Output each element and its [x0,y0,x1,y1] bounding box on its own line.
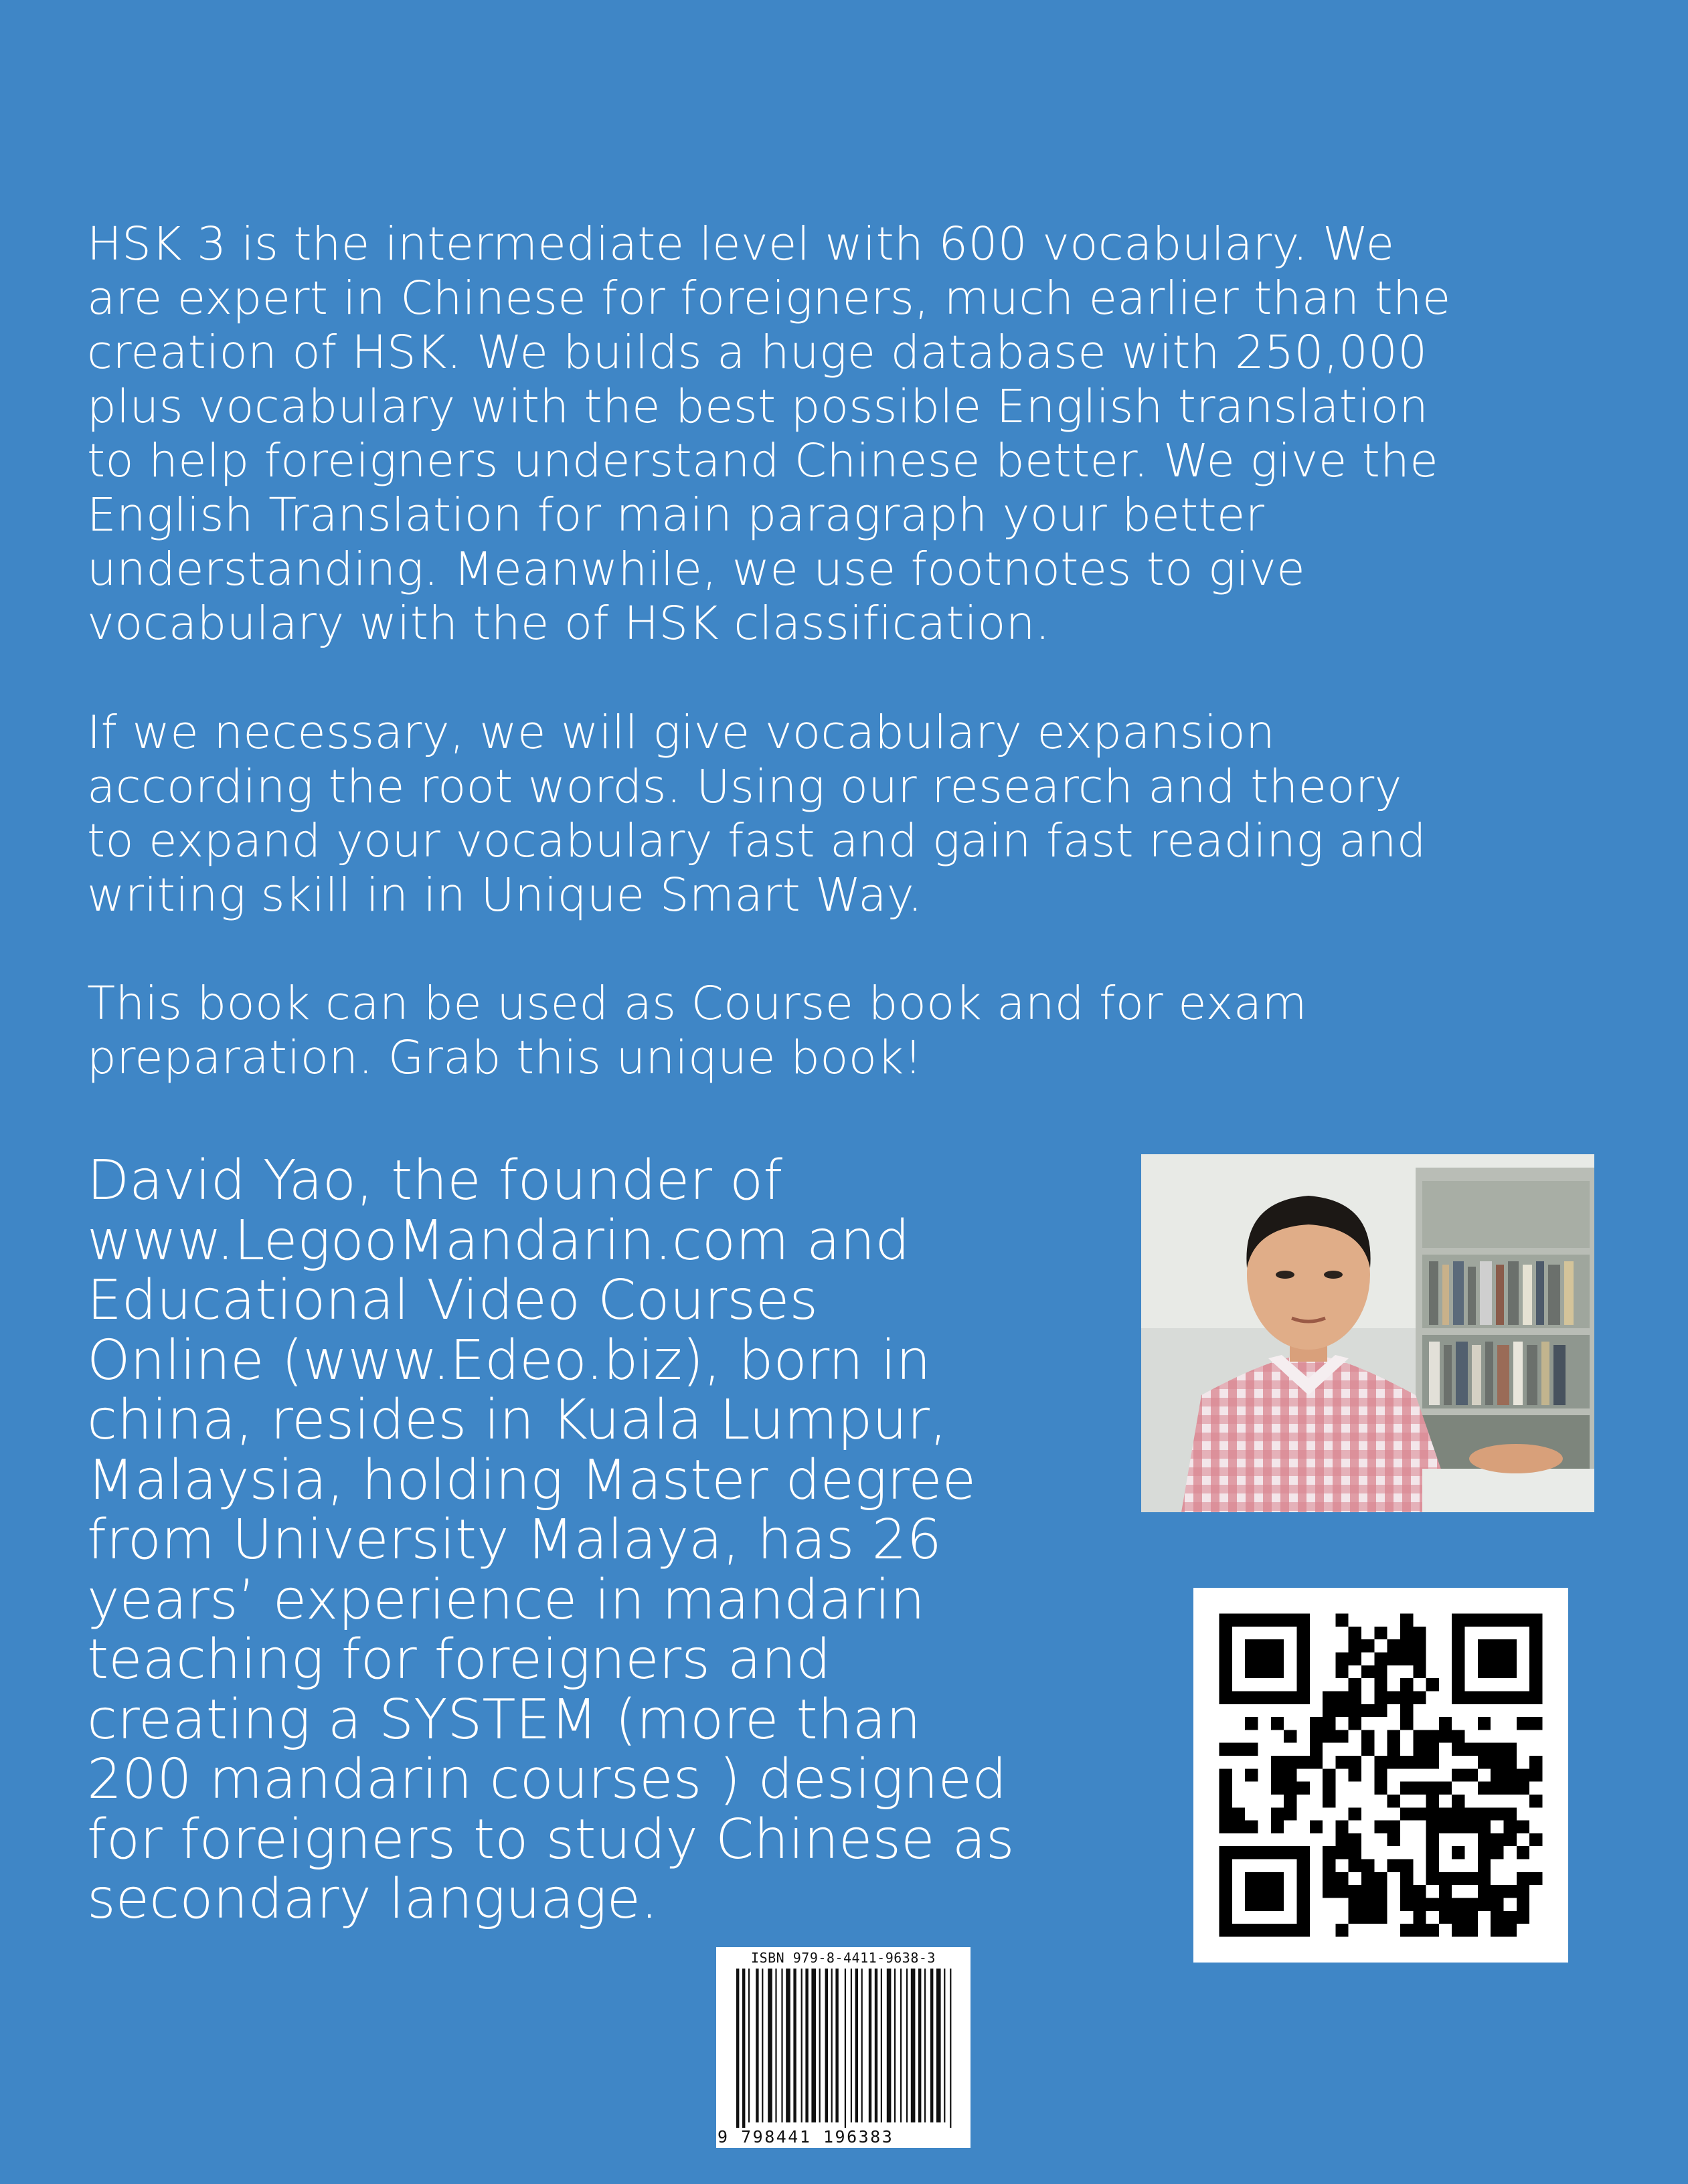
qr-code-image [1193,1588,1568,1963]
description-paragraph-3: This book can be used as Course book and for exam preparation. Grab this unique book! [87,977,1307,1085]
ean-digits: 9 798441 196383 [718,2127,894,2147]
author-photo [1141,1154,1594,1512]
isbn-barcode [716,1947,970,2148]
qr-code [1193,1588,1568,1963]
description-paragraph-2: If we necessary, we will give vocabulary expansion according the root words. Using our research and theory to expand your vocabulary fast and gain fast reading and writing skill in in Unique Smart Way. [87,706,1426,922]
barcode-bars [716,1947,970,2148]
author-bio: David Yao, the founder of www.LegooMandarin.com and Educational Video Courses Online (www.Edeo.biz), born in china, resides in Kuala Lumpur, Malaysia, holding Master degree from University Malaya, has 26 years’ experience in mandarin teaching for foreigners and creating a SYSTEM (more than 200 mandarin courses ) designed for foreigners to study Chinese as secondary language. [87,1149,1015,1931]
description-paragraph-1: HSK 3 is the intermediate level with 600 vocabulary. We are expert in Chinese for foreigners, much earlier than the creation of HSK. We builds a huge database with 250,000 plus vocabulary with the best possible English translation to help foreigners understand Chinese better. We give the English Translation for main paragraph your better understanding. Meanwhile, we use footnotes to give vocabulary with the of HSK classification. [87,217,1451,650]
isbn-label: ISBN 979-8-4411-9638-3 [751,1950,936,1966]
author-photo-image [1141,1154,1594,1512]
